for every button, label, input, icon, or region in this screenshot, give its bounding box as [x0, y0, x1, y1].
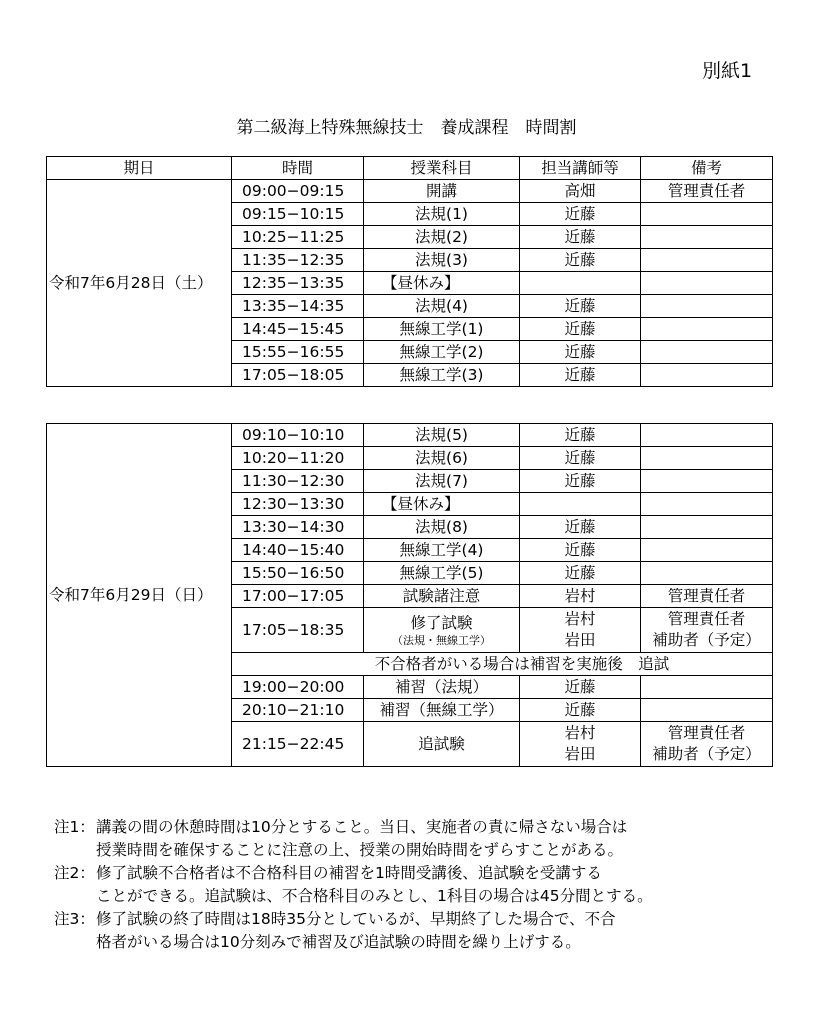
time-cell: 19:00−20:00: [232, 676, 364, 699]
teacher-cell: [520, 722, 641, 767]
time-cell: 10:25−11:25: [232, 226, 364, 249]
subject-cell: 法規(7): [364, 470, 520, 493]
remarks-cell: [641, 249, 773, 272]
teacher-cell: 近藤: [520, 562, 641, 585]
subject-cell: 無線工学(1): [364, 318, 520, 341]
time-cell: 13:30−14:30: [232, 516, 364, 539]
retest-teacher-1: 岩村: [564, 724, 596, 742]
retest-remarks-2: 補助者（予定）: [652, 745, 761, 763]
note-label: 注2：: [54, 864, 95, 882]
teacher-cell: 高畑: [520, 180, 641, 203]
remarks-cell: [641, 722, 773, 767]
exam-teacher-1: 岩村: [564, 610, 596, 628]
time-cell: 17:05−18:35: [232, 608, 364, 653]
retest-teacher-2: 岩田: [564, 745, 596, 763]
time-cell: 20:10−21:10: [232, 699, 364, 722]
remarks-cell: [641, 608, 773, 653]
remarks-cell: [641, 272, 773, 295]
time-cell: 15:50−16:50: [232, 562, 364, 585]
header-time: 時間: [232, 157, 364, 180]
time-cell: 11:30−12:30: [232, 470, 364, 493]
note-line: 修了試験の終了時間は18時35分としているが、早期終了した場合で、不合: [96, 910, 616, 928]
teacher-cell: 近藤: [520, 226, 641, 249]
remarks-cell: [641, 318, 773, 341]
teacher-cell: 近藤: [520, 295, 641, 318]
teacher-cell: 近藤: [520, 341, 641, 364]
time-cell: 09:00−09:15: [232, 180, 364, 203]
remarks-cell: [641, 341, 773, 364]
teacher-cell: 近藤: [520, 424, 641, 447]
time-cell: 21:15−22:45: [232, 722, 364, 767]
note-text: [96, 908, 794, 954]
note-label: 注3：: [54, 910, 95, 928]
subject-cell: 開講: [364, 180, 520, 203]
subject-cell: 無線工学(2): [364, 341, 520, 364]
remarks-cell: [641, 203, 773, 226]
note-line: 講義の間の休憩時間は10分とすること。当日、実施者の責に帰さない場合は: [96, 818, 628, 836]
subject-cell: 補習（法規）: [364, 676, 520, 699]
teacher-cell: [520, 493, 641, 516]
teacher-cell: 岩村: [520, 585, 641, 608]
header-date: 期日: [47, 157, 232, 180]
exam-subject-sub: （法規・無線工学）: [392, 633, 491, 647]
subject-cell: 法規(6): [364, 447, 520, 470]
time-cell: 14:40−15:40: [232, 539, 364, 562]
remarks-cell: [641, 539, 773, 562]
subject-cell: 法規(2): [364, 226, 520, 249]
teacher-cell: 近藤: [520, 699, 641, 722]
teacher-cell: 近藤: [520, 249, 641, 272]
teacher-cell: 近藤: [520, 203, 641, 226]
remarks-cell: [641, 226, 773, 249]
header-teacher: 担当講師等: [520, 157, 641, 180]
notice-cell: 不合格者がいる場合は補習を実施後 追試: [232, 653, 773, 676]
time-cell: 10:20−11:20: [232, 447, 364, 470]
time-cell: 13:35−14:35: [232, 295, 364, 318]
header-subject: 授業科目: [364, 157, 520, 180]
remarks-cell: [641, 562, 773, 585]
note-3: [54, 908, 794, 954]
teacher-cell: 近藤: [520, 364, 641, 387]
remarks-cell: [641, 699, 773, 722]
remarks-cell: [641, 424, 773, 447]
exam-remarks-2: 補助者（予定）: [652, 631, 761, 649]
time-cell: 11:35−12:35: [232, 249, 364, 272]
remarks-cell: [641, 516, 773, 539]
time-cell: 12:30−13:30: [232, 493, 364, 516]
note-line: ことができる。追試験は、不合格科目のみとし、1科目の場合は45分間とする。: [96, 887, 653, 905]
notes: [54, 816, 794, 954]
exam-remarks-1: 管理責任者: [667, 610, 746, 628]
schedule-table-day2: [46, 423, 773, 767]
remarks-cell: 管理責任者: [641, 180, 773, 203]
remarks-cell: [641, 470, 773, 493]
remarks-cell: [641, 676, 773, 699]
time-cell: 12:35−13:35: [232, 272, 364, 295]
exam-teacher-2: 岩田: [564, 631, 596, 649]
note-text: [96, 816, 794, 862]
remarks-cell: [641, 493, 773, 516]
break-cell: 【昼休み】: [364, 493, 520, 516]
subject-cell: 無線工学(3): [364, 364, 520, 387]
table-header-row: [47, 157, 773, 180]
teacher-cell: [520, 272, 641, 295]
time-cell: 14:45−15:45: [232, 318, 364, 341]
teacher-cell: 近藤: [520, 539, 641, 562]
subject-cell: 法規(4): [364, 295, 520, 318]
subject-cell: 法規(3): [364, 249, 520, 272]
note-label: 注1：: [54, 818, 95, 836]
subject-cell: 無線工学(4): [364, 539, 520, 562]
remarks-cell: [641, 447, 773, 470]
table-row: [47, 180, 773, 203]
time-cell: 17:05−18:05: [232, 364, 364, 387]
teacher-cell: 近藤: [520, 516, 641, 539]
teacher-cell: 近藤: [520, 676, 641, 699]
note-line: 授業時間を確保することに注意の上、授業の開始時間をずらすことがある。: [96, 841, 624, 859]
time-cell: 15:55−16:55: [232, 341, 364, 364]
note-line: 格者がいる場合は10分刻みで補習及び追試験の時間を繰り上げする。: [96, 933, 581, 951]
page-title: 第二級海上特殊無線技士 養成課程 時間割: [236, 118, 577, 138]
note-text: [96, 862, 794, 908]
exam-subject: 修了試験: [410, 613, 473, 632]
teacher-cell: 近藤: [520, 470, 641, 493]
date-cell: 令和7年6月29日（日）: [47, 424, 232, 767]
subject-cell: 追試験: [364, 722, 520, 767]
attachment-label: 別紙1: [702, 60, 753, 82]
subject-cell: 無線工学(5): [364, 562, 520, 585]
subject-cell: [364, 608, 520, 653]
subject-cell: 試験諸注意: [364, 585, 520, 608]
schedule-table-day1: [46, 156, 773, 387]
date-cell: 令和7年6月28日（土）: [47, 180, 232, 387]
teacher-cell: 近藤: [520, 447, 641, 470]
subject-cell: 法規(5): [364, 424, 520, 447]
header-remarks: 備考: [641, 157, 773, 180]
remarks-cell: [641, 295, 773, 318]
remarks-cell: 管理責任者: [641, 585, 773, 608]
note-2: [54, 862, 794, 908]
break-cell: 【昼休み】: [364, 272, 520, 295]
time-cell: 09:10−10:10: [232, 424, 364, 447]
subject-cell: 補習（無線工学）: [364, 699, 520, 722]
teacher-cell: [520, 608, 641, 653]
subject-cell: 法規(1): [364, 203, 520, 226]
remarks-cell: [641, 364, 773, 387]
table-row: [47, 424, 773, 447]
note-1: [54, 816, 794, 862]
retest-remarks-1: 管理責任者: [667, 724, 746, 742]
time-cell: 17:00−17:05: [232, 585, 364, 608]
teacher-cell: 近藤: [520, 318, 641, 341]
note-line: 修了試験不合格者は不合格科目の補習を1時間受講後、追試験を受講する: [96, 864, 602, 882]
time-cell: 09:15−10:15: [232, 203, 364, 226]
subject-cell: 法規(8): [364, 516, 520, 539]
